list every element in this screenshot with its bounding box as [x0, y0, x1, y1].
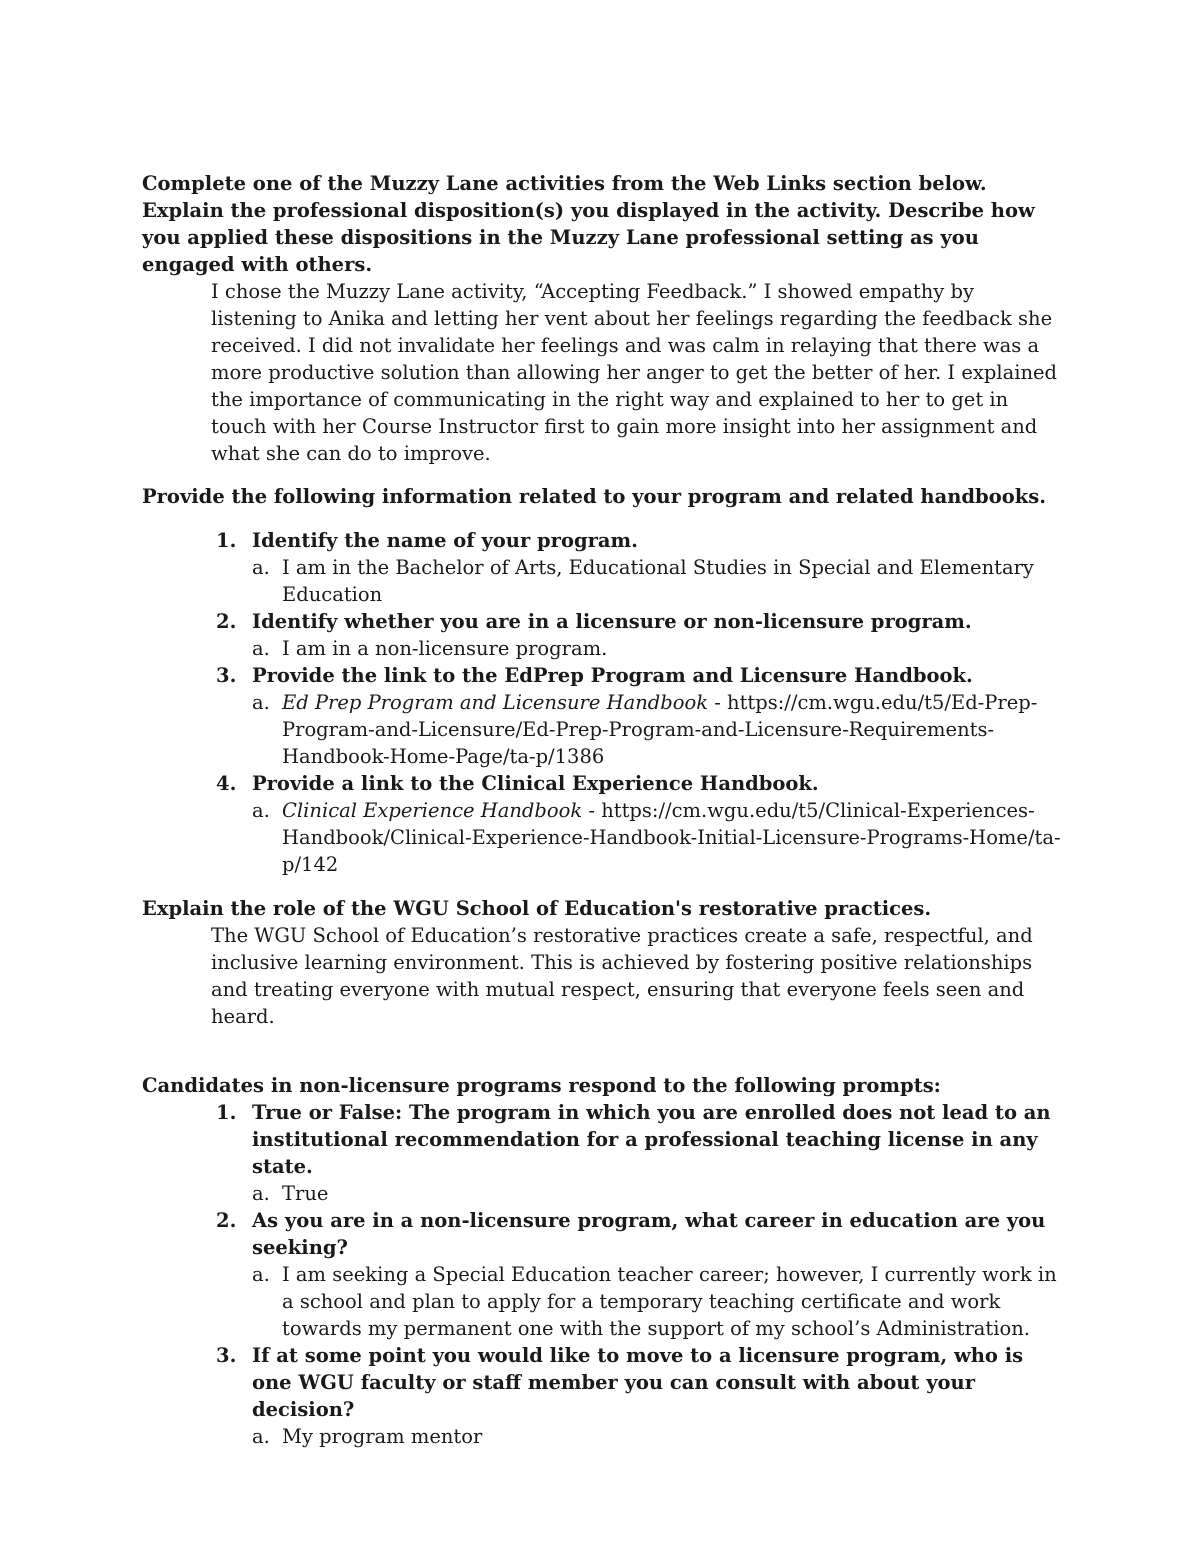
- item-number: 3.: [216, 664, 237, 687]
- clinical-handbook-title: Clinical Experience Handbook: [282, 799, 583, 822]
- item-number: 1.: [216, 529, 237, 552]
- list-item: [142, 608, 1062, 662]
- consult-answer: My program mentor: [282, 1425, 483, 1448]
- sub-answer: [252, 635, 1062, 662]
- muzzy-lane-question: Complete one of the Muzzy Lane activities from the Web Links section below. Explain the professional disposition(s) you displayed in the activity. Describe how you applied these dispositions in the Muzzy Lane professional setting as you engaged with others.: [142, 172, 1035, 276]
- career-answer: I am seeking a Special Education teacher career; however, I currently work in a school and plan to apply for a temporary teaching certificate and work towards my permanent one with the support of my school’s Administration.: [282, 1263, 1057, 1340]
- edprep-handbook-question: Provide the link to the EdPrep Program and Licensure Handbook.: [252, 664, 973, 687]
- sub-answer: [252, 1423, 1062, 1450]
- item-number: 4.: [216, 772, 237, 795]
- item-number: 2.: [216, 1209, 237, 1232]
- item-number: 3.: [216, 1344, 237, 1367]
- career-question: As you are in a non-licensure program, what career in education are you seeking?: [252, 1209, 1046, 1259]
- edprep-handbook-title: Ed Prep Program and Licensure Handbook: [282, 691, 709, 714]
- restorative-practices-question: Explain the role of the WGU School of Education's restorative practices.: [142, 897, 932, 920]
- list-item: [142, 662, 1062, 770]
- consult-question: If at some point you would like to move to a licensure program, who is one WGU faculty or staff member you can consult with about your decision?: [252, 1344, 1024, 1421]
- item-number: 1.: [216, 1101, 237, 1124]
- program-name-question: Identify the name of your program.: [252, 529, 638, 552]
- list-item: [142, 527, 1062, 608]
- licensure-answer: I am in a non-licensure program.: [282, 637, 608, 660]
- sub-answer: [252, 554, 1062, 608]
- list-item: [142, 770, 1062, 878]
- clinical-handbook-question: Provide a link to the Clinical Experience Handbook.: [252, 772, 819, 795]
- non-licensure-list: [142, 1099, 1062, 1450]
- sub-answer: [252, 1180, 1062, 1207]
- sub-marker: a.: [252, 1263, 270, 1286]
- program-name-answer: I am in the Bachelor of Arts, Educational Studies in Special and Elementary Education: [282, 556, 1034, 606]
- restorative-practices-answer: The WGU School of Education’s restorative practices create a safe, respectful, and inclusive learning environment. This is achieved by fostering positive relationships and treating everyone with mutual respect, ensuring that everyone feels seen and heard.: [211, 924, 1033, 1028]
- sub-marker: a.: [252, 799, 270, 822]
- sub-marker: a.: [252, 1182, 270, 1205]
- program-info-heading: Provide the following information related to your program and related handbooks.: [142, 485, 1046, 508]
- item-number: 2.: [216, 610, 237, 633]
- document-page: [142, 170, 1062, 1450]
- list-item: [142, 1099, 1062, 1207]
- true-false-answer: True: [282, 1182, 329, 1205]
- sub-marker: a.: [252, 637, 270, 660]
- list-item: [142, 1342, 1062, 1450]
- licensure-question: Identify whether you are in a licensure or non-licensure program.: [252, 610, 972, 633]
- sub-marker: a.: [252, 691, 270, 714]
- non-licensure-heading: Candidates in non-licensure programs respond to the following prompts:: [142, 1074, 941, 1097]
- clinical-handbook-link[interactable]: - https://cm.wgu.edu/t5/Clinical-Experiences-Handbook/Clinical-Experience-Handbook-Initial-Licensure-Programs-Home/ta-p/142: [282, 799, 1061, 876]
- sub-answer: [252, 689, 1062, 770]
- muzzy-lane-answer: I chose the Muzzy Lane activity, “Accepting Feedback.” I showed empathy by listening to Anika and letting her vent about her feelings regarding the feedback she received. I did not invalidate her feelings and was calm in relaying that there was a more productive solution than allowing her anger to get the better of her. I explained the importance of communicating in the right way and explained to her to get in touch with her Course Instructor first to gain more insight into her assignment and what she can do to improve.: [211, 280, 1058, 465]
- edprep-handbook-link[interactable]: - https://cm.wgu.edu/t5/Ed-Prep-Program-and-Licensure/Ed-Prep-Program-and-Licensure-Requirements-Handbook-Home-Page/ta-p/1386: [282, 691, 1038, 768]
- sub-marker: a.: [252, 1425, 270, 1448]
- sub-answer: [252, 1261, 1062, 1342]
- sub-answer: [252, 797, 1062, 878]
- list-item: [142, 1207, 1062, 1342]
- true-false-question: True or False: The program in which you are enrolled does not lead to an institutional recommendation for a professional teaching license in any state.: [252, 1101, 1051, 1178]
- program-info-list: [142, 527, 1062, 878]
- sub-marker: a.: [252, 556, 270, 579]
